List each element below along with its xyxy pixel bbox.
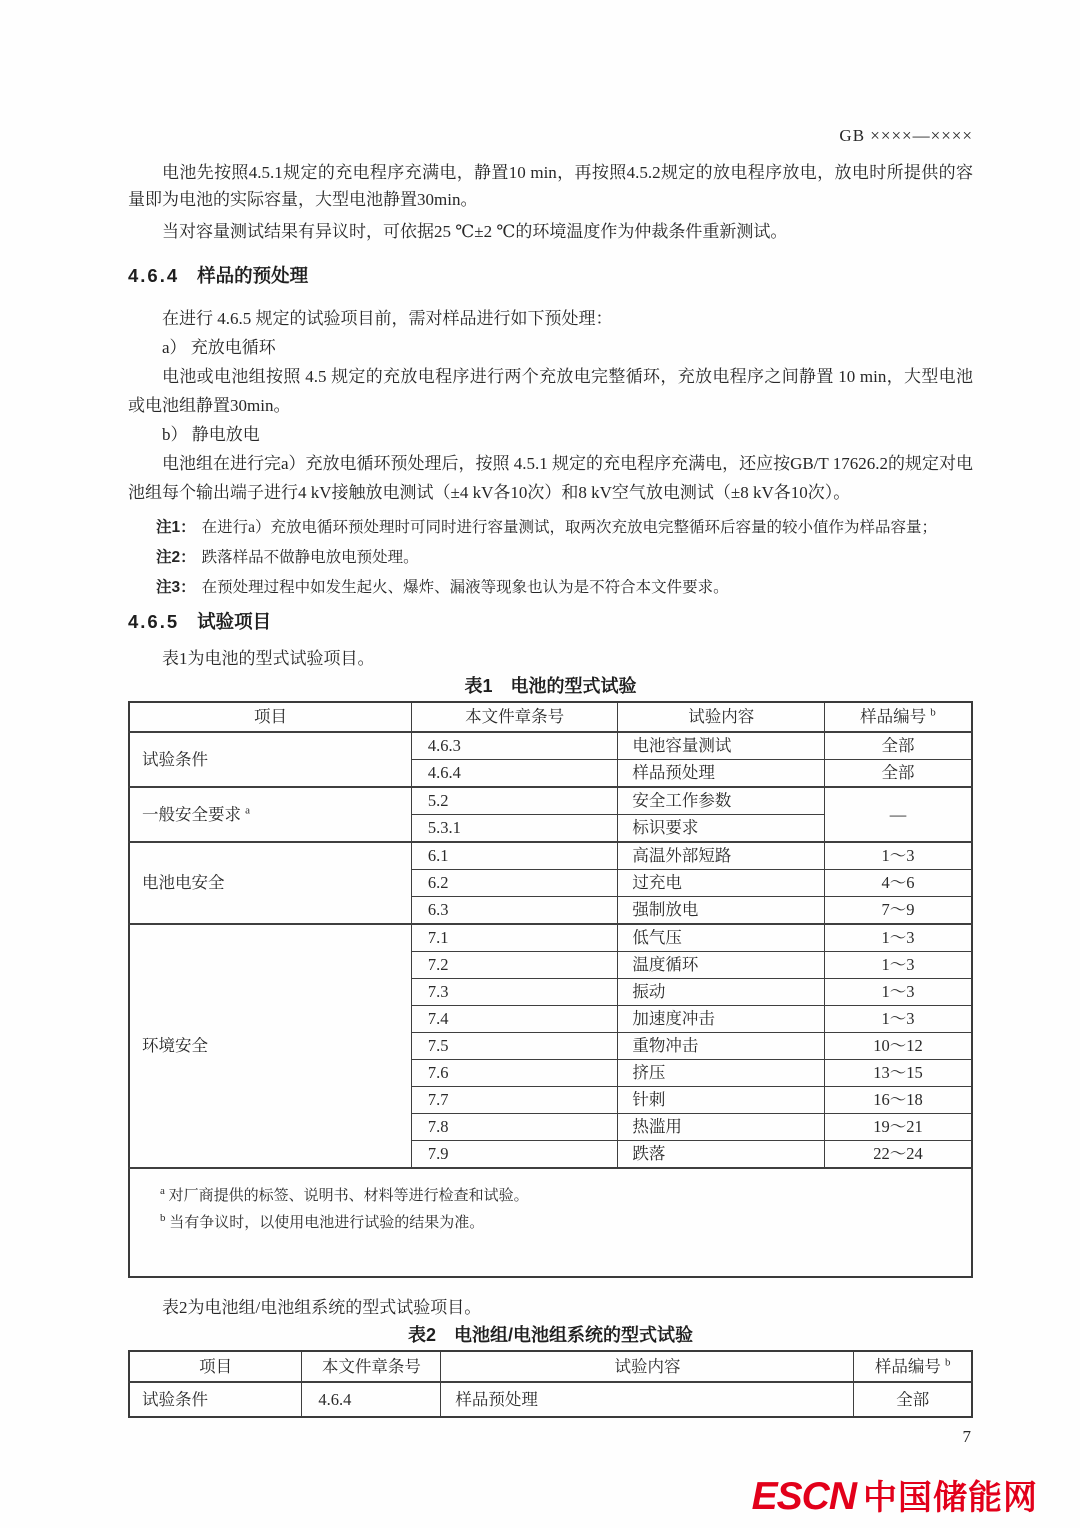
table-footnotes	[129, 1168, 972, 1277]
footnote-line: $^a$ 对厂商提供的标签、说明书、材料等进行检查和试验。	[160, 1185, 529, 1204]
table-footnote-row	[129, 1168, 972, 1277]
clause-cell: 7.2	[411, 952, 618, 979]
page-number: 7	[962, 1427, 971, 1446]
sample-number-cell: 1～3	[824, 979, 972, 1006]
table-row	[129, 924, 972, 952]
clause-cell: 7.1	[411, 924, 618, 952]
footnote-line: $^b$ 当有争议时，以使用电池进行试验的结果为准。	[160, 1212, 485, 1231]
section-number: 4.6.5	[128, 611, 180, 632]
clause-cell: 4.6.3	[411, 732, 618, 760]
note-2-text: 跌落样品不做静电放电预处理。	[201, 549, 419, 566]
column-header: 本文件章条号	[411, 702, 618, 732]
sample-number-cell: 10～12	[824, 1033, 972, 1060]
note-1	[156, 513, 973, 543]
table1-caption: 表1 电池的型式试验	[464, 676, 637, 696]
clause-cell: 6.3	[411, 897, 618, 925]
sample-number-cell: 16～18	[824, 1087, 972, 1114]
footnote-marker: a	[160, 1185, 165, 1197]
clause-cell: 7.6	[411, 1060, 618, 1087]
table-header-row	[129, 702, 972, 732]
doc-code-header: GB ××××—××××	[839, 126, 973, 145]
clause-cell: 5.2	[411, 787, 618, 815]
notes-block	[156, 513, 973, 603]
clause-cell: 5.3.1	[411, 815, 618, 843]
escn-logo-zh: 中国储能网	[863, 1479, 1038, 1517]
column-header: 样品编号 $^b$	[854, 1351, 972, 1382]
sample-number-cell: 1～3	[824, 924, 972, 952]
sample-number-cell: 1～3	[824, 952, 972, 979]
paragraph-arbitration: 当对容量测试结果有异议时，可依据25 ℃±2 ℃的环境温度作为仲裁条件重新测试。	[162, 222, 788, 241]
clause-cell: 6.2	[411, 870, 618, 897]
test-content-cell: 样品预处理	[618, 760, 825, 788]
column-header: 项目	[129, 1351, 302, 1382]
test-content-cell: 强制放电	[618, 897, 825, 925]
column-header: 试验内容	[618, 702, 825, 732]
sample-number-cell: 7～9	[824, 897, 972, 925]
section-title: 试验项目	[197, 611, 272, 632]
clause-cell: 7.7	[411, 1087, 618, 1114]
section-title: 样品的预处理	[197, 265, 309, 286]
test-content-cell: 加速度冲击	[618, 1006, 825, 1033]
note-1-label: 注1：	[156, 519, 196, 536]
note-2	[156, 543, 973, 573]
item-group-cell: 试验条件	[129, 732, 411, 787]
sample-number-cell: 1～3	[824, 1006, 972, 1033]
superscript-ref: b	[930, 706, 936, 719]
test-content-cell: 温度循环	[618, 952, 825, 979]
clause-cell: 4.6.4	[302, 1382, 441, 1417]
sample-number-cell: 全部	[854, 1382, 972, 1417]
note-1-text: 在进行a）充放电循环预处理时可同时进行容量测试，取两次充放电完整循环后容量的较小值作为样品容量；	[201, 519, 938, 536]
table1-intro: 表1为电池的型式试验项目。	[162, 649, 375, 668]
section-heading-464	[128, 265, 973, 287]
test-content-cell: 标识要求	[618, 815, 825, 843]
sample-number-cell: 22～24	[824, 1141, 972, 1169]
section-heading-465	[128, 611, 973, 633]
column-header: 项目	[129, 702, 411, 732]
test-content-cell: 安全工作参数	[618, 787, 825, 815]
sample-number-cell: 全部	[824, 732, 972, 760]
test-content-cell: 低气压	[618, 924, 825, 952]
clause-cell: 7.9	[411, 1141, 618, 1169]
item-a-label: a） 充放电循环	[162, 338, 276, 357]
type-test-table-battery	[128, 701, 973, 1278]
item-cell: 试验条件	[129, 1382, 302, 1417]
clause-cell: 7.5	[411, 1033, 618, 1060]
test-content-cell: 振动	[618, 979, 825, 1006]
table-row	[129, 787, 972, 815]
test-content-cell: 高温外部短路	[618, 842, 825, 870]
item-b-label: b） 静电放电	[162, 425, 260, 444]
paragraph-capacity-test: 电池先按照4.5.1规定的充电程序充满电，静置10 min，再按照4.5.2规定的放电程序放电，放电时所提供的容量即为电池的实际容量，大型电池静置30min。	[128, 163, 973, 209]
test-content-cell: 电池容量测试	[618, 732, 825, 760]
sample-number-cell: —	[824, 787, 972, 842]
sample-number-cell: 13～15	[824, 1060, 972, 1087]
table2-caption: 表2 电池组/电池组系统的型式试验	[407, 1325, 693, 1345]
test-content-cell: 跌落	[618, 1141, 825, 1169]
test-content-cell: 热滥用	[618, 1114, 825, 1141]
sample-number-cell: 19～21	[824, 1114, 972, 1141]
test-content-cell: 针刺	[618, 1087, 825, 1114]
superscript-ref: a	[245, 804, 251, 816]
table-row	[129, 842, 972, 870]
item-a-body: 电池或电池组按照 4.5 规定的充放电程序进行两个充放电完整循环，充放电程序之间静置 10 min，大型电池或电池组静置30min。	[128, 367, 973, 415]
clause-cell: 7.3	[411, 979, 618, 1006]
section-number: 4.6.4	[128, 265, 180, 286]
column-header: 样品编号 $^b$	[824, 702, 972, 732]
table-row	[129, 732, 972, 760]
table-row	[129, 1382, 972, 1417]
clause-cell: 6.1	[411, 842, 618, 870]
item-group-cell: 电池电安全	[129, 842, 411, 924]
item-group-cell: 环境安全	[129, 924, 411, 1168]
sample-number-cell: 全部	[824, 760, 972, 788]
type-test-table-pack	[128, 1350, 973, 1418]
sample-number-cell: 4～6	[824, 870, 972, 897]
column-header: 试验内容	[441, 1351, 854, 1382]
test-content-cell: 重物冲击	[618, 1033, 825, 1060]
clause-cell: 7.4	[411, 1006, 618, 1033]
item-group-cell: 一般安全要求 $^a$	[129, 787, 411, 842]
clause-cell: 7.8	[411, 1114, 618, 1141]
sample-number-cell: 1～3	[824, 842, 972, 870]
escn-logo-en: ESCN	[751, 1475, 856, 1518]
escn-logo	[752, 1470, 1038, 1519]
footnote-marker: b	[160, 1212, 166, 1224]
superscript-ref: b	[945, 1356, 951, 1369]
table-header-row	[129, 1351, 972, 1382]
clause-cell: 4.6.4	[411, 760, 618, 788]
note-3-label: 注3：	[156, 579, 196, 596]
page-content	[128, 0, 973, 1447]
test-content-cell: 过充电	[618, 870, 825, 897]
pretreatment-intro: 在进行 4.6.5 规定的试验项目前，需对样品进行如下预处理：	[162, 309, 613, 328]
note-2-label: 注2：	[156, 549, 196, 566]
section-464-body	[128, 304, 973, 507]
note-3-text: 在预处理过程中如发生起火、爆炸、漏液等现象也认为是不符合本文件要求。	[201, 579, 729, 596]
note-3	[156, 573, 973, 603]
test-content-cell: 样品预处理	[441, 1382, 854, 1417]
item-b-body: 电池组在进行完a）充放电循环预处理后，按照 4.5.1 规定的充电程序充满电，还应按GB/T 17626.2的规定对电池组每个输出端子进行4 kV接触放电测试（±4 kV各10次）和8 kV空气放电测试（±8 kV各10次）。	[128, 454, 973, 502]
column-header: 本文件章条号	[302, 1351, 441, 1382]
test-content-cell: 挤压	[618, 1060, 825, 1087]
table2-intro: 表2为电池组/电池组系统的型式试验项目。	[162, 1298, 482, 1317]
